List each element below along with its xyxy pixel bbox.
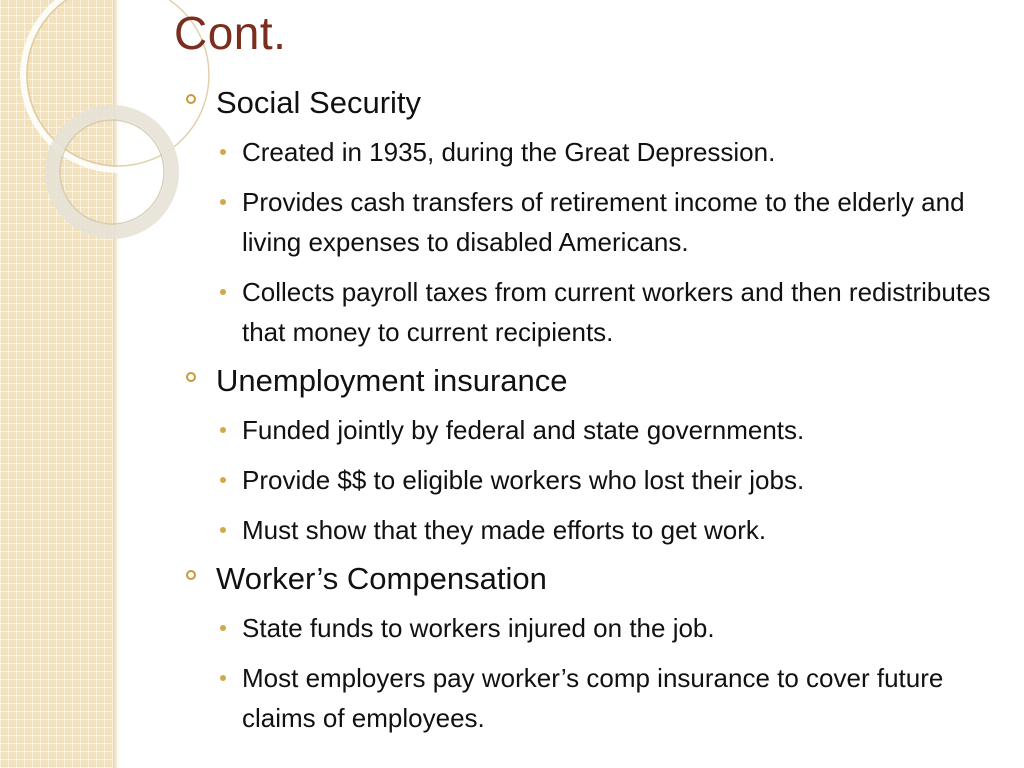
list-item [186,460,1006,500]
list-item-text: Provide $$ to eligible workers who lost their jobs. [242,465,805,495]
section-heading [186,362,1006,400]
list-item-text: Most employers pay worker’s comp insurance to cover future claims of employees. [242,663,944,733]
list-item-text: Funded jointly by federal and state governments. [242,415,805,445]
circle-bullet-icon [186,570,196,580]
list-item [186,608,1006,648]
section-heading [186,560,1006,598]
list-item-text: Provides cash transfers of retirement income to the elderly and living expenses to disabled Americans. [242,187,965,257]
bullet-content [186,84,1006,748]
list-item [186,510,1006,550]
dot-bullet-icon [220,427,226,433]
dot-bullet-icon [220,289,226,295]
section-heading-text: Social Security [216,85,422,120]
list-item [186,410,1006,450]
section-social-security [186,84,1006,352]
dot-bullet-icon [220,477,226,483]
slide-title: Cont. [174,7,287,59]
section-workers-compensation [186,560,1006,738]
dot-bullet-icon [220,527,226,533]
list-item [186,272,1006,352]
list-item-text: Created in 1935, during the Great Depression. [242,137,776,167]
dot-bullet-icon [220,675,226,681]
circle-bullet-icon [186,372,196,382]
dot-bullet-icon [220,199,226,205]
list-item [186,658,1006,738]
dot-bullet-icon [220,149,226,155]
list-item-text: Must show that they made efforts to get work. [242,515,767,545]
list-item [186,132,1006,172]
section-heading [186,84,1006,122]
section-heading-text: Worker’s Compensation [216,561,547,596]
list-item [186,182,1006,262]
section-heading-text: Unemployment insurance [216,363,568,398]
dot-bullet-icon [220,625,226,631]
list-item-text: Collects payroll taxes from current workers and then redistributes that money to current recipients. [242,277,991,347]
list-item-text: State funds to workers injured on the job. [242,613,715,643]
circle-bullet-icon [186,94,196,104]
section-unemployment-insurance [186,362,1006,550]
